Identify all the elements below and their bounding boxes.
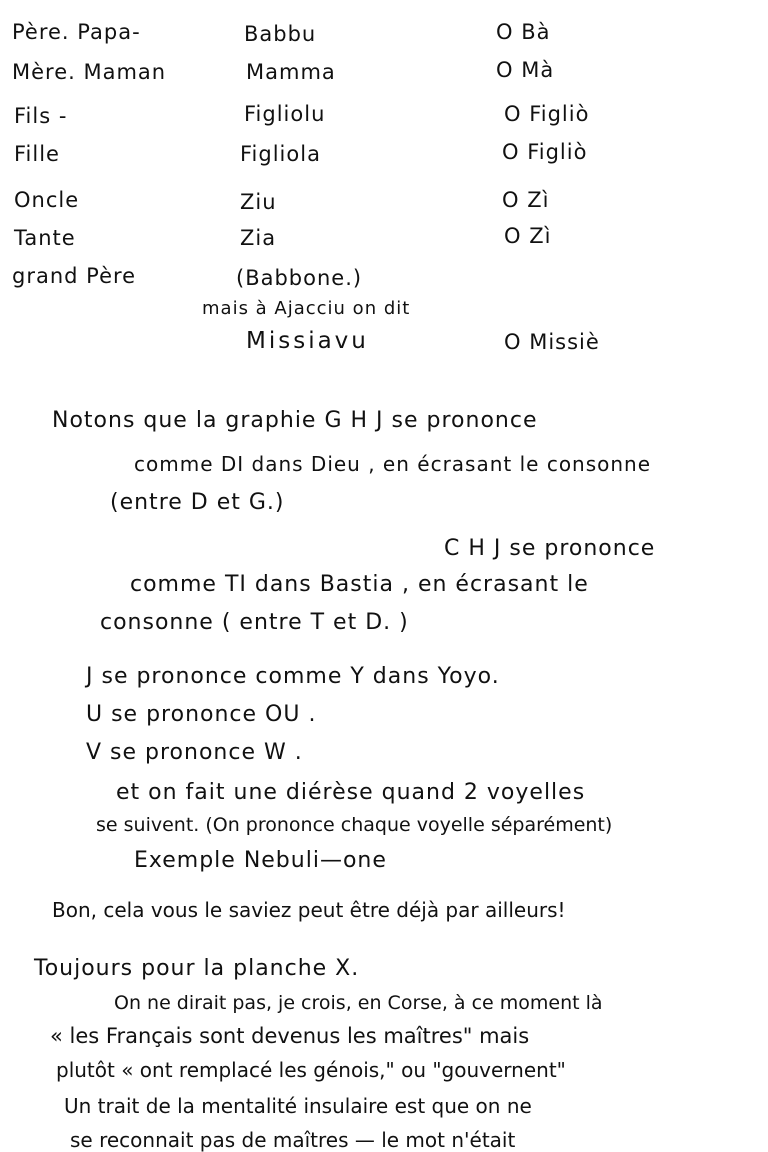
vocab-corsican-7: (Babbone.) bbox=[236, 266, 363, 290]
note-line-19: se reconnait pas de maîtres — le mot n'était bbox=[70, 1128, 516, 1152]
vocab-corsican-5: Ziu bbox=[240, 190, 277, 214]
note-line-16: « les Français sont devenus les maîtres" mais bbox=[50, 1024, 530, 1048]
vocab-french-2: Mère. Maman bbox=[12, 60, 167, 84]
vocab-alt-2: O Mà bbox=[496, 58, 555, 82]
vocab-alt-5: O Zì bbox=[502, 188, 550, 212]
note-line-4: C H J se prononce bbox=[444, 536, 656, 561]
vocab-french-3: Fils - bbox=[14, 104, 68, 128]
missiavu-alt: O Missiè bbox=[504, 330, 600, 354]
note-line-7: J se prononce comme Y dans Yoyo. bbox=[86, 664, 500, 689]
note-line-15: On ne dirait pas, je crois, en Corse, à ce moment là bbox=[114, 992, 603, 1014]
note-line-5: comme TI dans Bastia , en écrasant le bbox=[130, 572, 589, 597]
note-line-1: Notons que la graphie G H J se prononce bbox=[52, 408, 538, 433]
note-line-8: U se prononce OU . bbox=[86, 702, 317, 727]
vocab-alt-6: O Zì bbox=[504, 224, 552, 248]
vocab-french-5: Oncle bbox=[14, 188, 80, 212]
vocab-french-6: Tante bbox=[14, 226, 76, 250]
note-line-10: et on fait une diérèse quand 2 voyelles bbox=[116, 780, 586, 805]
vocab-alt-3: O Figliò bbox=[504, 102, 590, 126]
note-line-12: Exemple Nebuli—one bbox=[134, 848, 387, 873]
note-line-3: (entre D et G.) bbox=[110, 490, 285, 515]
note-line-9: V se prononce W . bbox=[86, 740, 303, 765]
note-line-6: consonne ( entre T et D. ) bbox=[100, 610, 409, 635]
note-line-2: comme DI dans Dieu , en écrasant le consonne bbox=[134, 452, 652, 476]
vocab-corsican-3: Figliolu bbox=[244, 102, 326, 126]
vocab-french-7: grand Père bbox=[12, 264, 137, 288]
note-line-13: Bon, cela vous le saviez peut être déjà par ailleurs! bbox=[52, 898, 566, 922]
vocab-corsican-2: Mamma bbox=[246, 60, 336, 84]
vocab-corsican-1: Babbu bbox=[244, 22, 317, 46]
note-line-17: plutôt « ont remplacé les génois," ou "gouvernent" bbox=[56, 1058, 566, 1082]
vocab-french-1: Père. Papa- bbox=[12, 20, 141, 44]
vocab-alt-1: O Bà bbox=[496, 20, 551, 44]
note-line-18: Un trait de la mentalité insulaire est que on ne bbox=[64, 1094, 532, 1118]
vocab-corsican-6: Zia bbox=[240, 226, 277, 250]
note-line-14: Toujours pour la planche X. bbox=[34, 956, 360, 981]
vocab-alt-4: O Figliò bbox=[502, 140, 588, 164]
vocab-corsican-4: Figliola bbox=[240, 142, 321, 166]
ajaccio-note: mais à Ajacciu on dit bbox=[202, 298, 411, 319]
vocab-french-4: Fille bbox=[14, 142, 60, 166]
note-line-11: se suivent. (On prononce chaque voyelle séparément) bbox=[96, 814, 613, 836]
missiavu-word: Missiavu bbox=[246, 328, 369, 354]
